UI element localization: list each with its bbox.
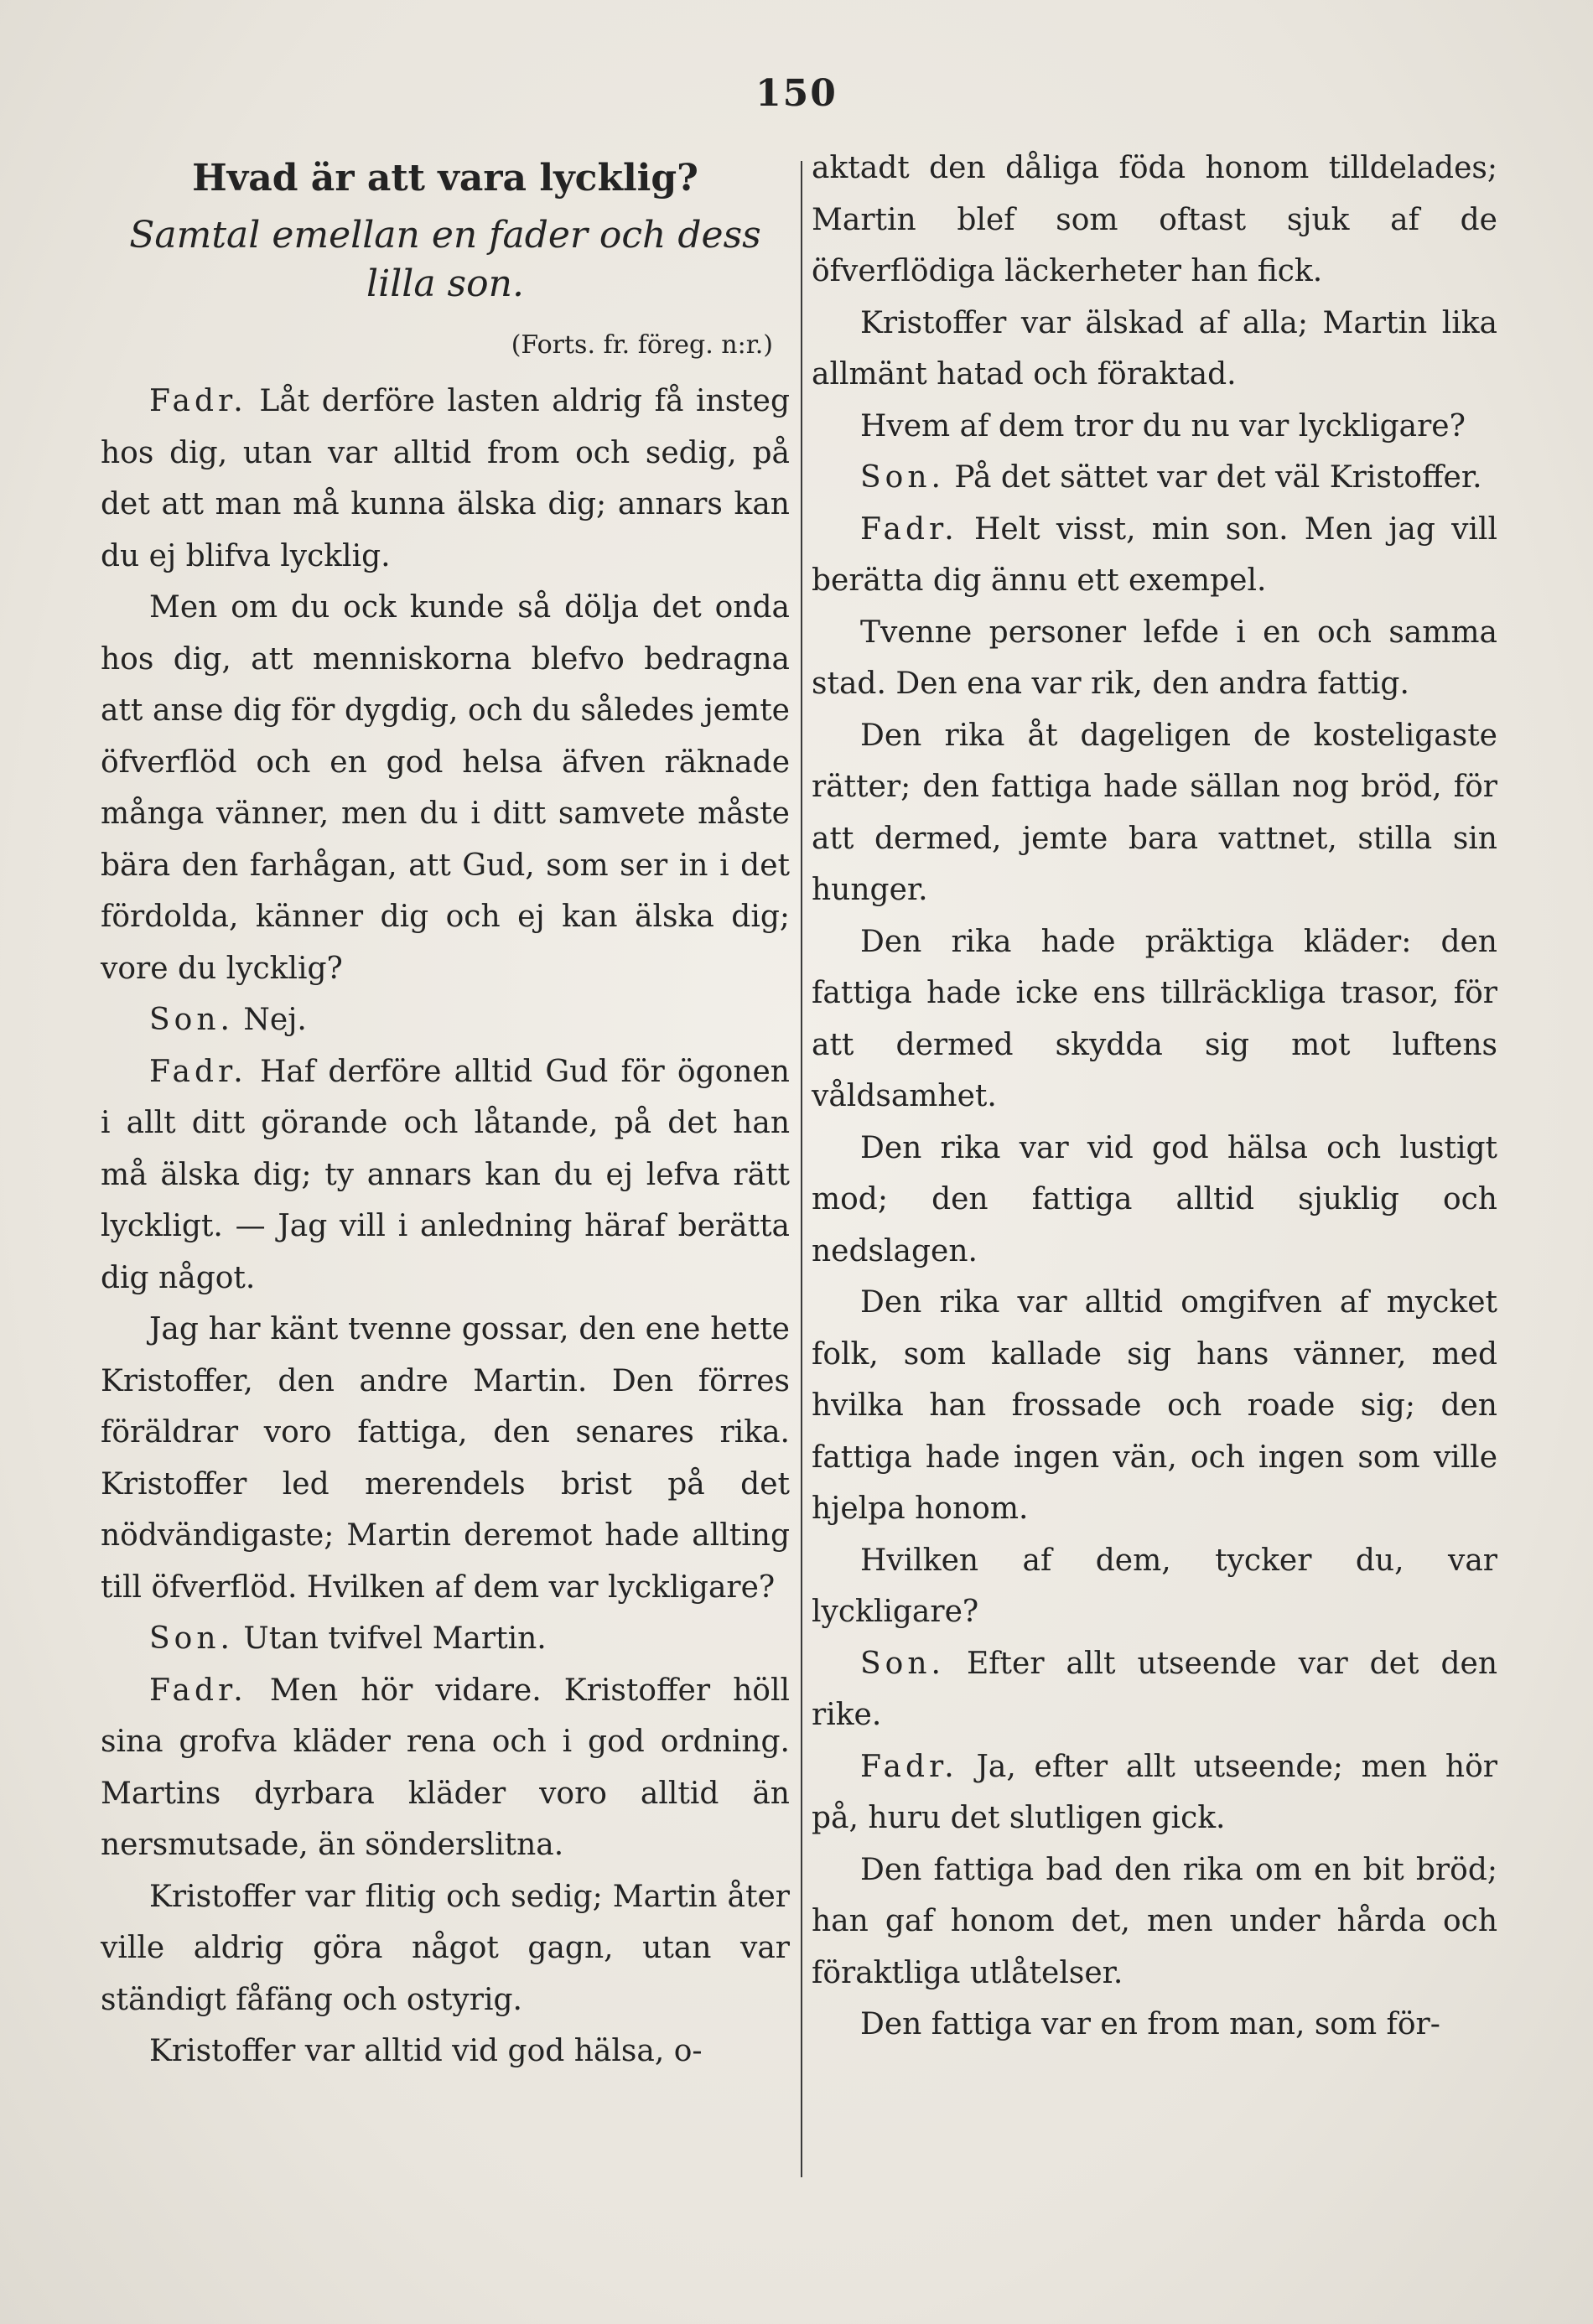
paragraph-text: Men om du ock kunde så dölja det onda hos dig, att menniskorna blefvo bedragna att anse dig för dygdig, och du således jemte öfverflöd och en god helsa äfven räknade många vänner, men du i ditt samvete måste bära den farhågan, att Gud, som ser in i det fördolda, känner dig och ej kan älska dig; vore du lycklig?	[101, 590, 790, 986]
paragraph	[812, 1277, 1497, 1535]
paragraph	[101, 1046, 790, 1305]
paragraph	[101, 1871, 790, 2026]
paragraph	[101, 1304, 790, 1613]
paragraph-text: Utan tvifvel Martin.	[243, 1621, 547, 1656]
paragraph	[812, 1123, 1497, 1278]
paragraph	[101, 1665, 790, 1871]
paragraph	[812, 401, 1497, 453]
paragraph-text: Den rika åt dageligen de kosteligaste rätter; den fattiga hade sällan nog bröd, för att dermed, jemte bara vattnet, stilla sin hunger.	[812, 718, 1497, 907]
article-subtitle: Samtal emellan en fader och dess lilla son.	[129, 214, 761, 305]
paragraph	[812, 1535, 1497, 1638]
paragraph-text: Tvenne personer lefde i en och samma stad. Den ena var rik, den andra fattig.	[812, 615, 1497, 701]
paragraph-text: Kristoffer var alltid vid god hälsa, o-	[149, 2034, 703, 2068]
left-column	[101, 143, 790, 2078]
paragraph	[101, 1613, 790, 1665]
paragraph-text: Nej.	[243, 1003, 307, 1037]
speaker-label: Son.	[149, 1621, 234, 1656]
paragraph	[101, 582, 790, 994]
paragraph	[812, 1999, 1497, 2051]
paragraph	[812, 143, 1497, 298]
page-number: 150	[755, 72, 838, 115]
speaker-label: Fadr.	[149, 1673, 247, 1708]
speaker-label: Son.	[860, 1646, 945, 1681]
paragraph-text: Hvilken af dem, tycker du, var lyckligare?	[812, 1543, 1497, 1629]
continuation-note: (Forts. fr. föreg. n:r.)	[511, 330, 773, 360]
paragraph-text: Den fattiga bad den rika om en bit bröd; han gaf honom det, men under hårda och föraktliga utlåtelser.	[812, 1852, 1497, 1990]
paragraph	[812, 504, 1497, 607]
paragraph-text: Helt visst, min son. Men jag vill berätta dig ännu ett exempel.	[812, 511, 1497, 598]
paragraph-text: Haf derföre alltid Gud för ögonen i allt ditt görande och låtande, på det han må älska dig; ty annars kan du ej lefva rätt lyckligt. — Jag vill i anledning häraf berätta dig något.	[101, 1054, 790, 1295]
paragraph-text: Den fattiga var en from man, som för-	[860, 2007, 1440, 2041]
paragraph-text: Kristoffer var flitig och sedig; Martin åter ville aldrig göra något gagn, utan var ständigt fåfäng och ostyrig.	[101, 1879, 790, 2017]
paragraph-text: På det sättet var det väl Kristoffer.	[954, 460, 1482, 495]
paragraph-text: Den rika var alltid omgifven af mycket folk, som kallade sig hans vänner, med hvilka han frossade och roade sig; den fattiga hade ingen vän, och ingen som ville hjelpa honom.	[812, 1285, 1497, 1526]
paragraph	[812, 452, 1497, 504]
speaker-label: Fadr.	[860, 1749, 958, 1784]
paragraph	[812, 298, 1497, 401]
speaker-label: Son.	[860, 460, 945, 495]
paragraph-text: Den rika var vid god hälsa och lustigt mod; den fattiga alltid sjuklig och nedslagen.	[812, 1130, 1497, 1268]
speaker-label: Fadr.	[149, 384, 247, 418]
paragraph	[812, 710, 1497, 916]
paragraph-text: Kristoffer var älskad af alla; Martin lika allmänt hatad och föraktad.	[812, 305, 1497, 392]
paragraph	[812, 1638, 1497, 1741]
paragraph-text: Efter allt utseende var det den rike.	[812, 1646, 1497, 1732]
paragraph	[101, 376, 790, 582]
column-divider	[801, 161, 802, 2177]
paragraph-text: Hvem af dem tror du nu var lyckligare?	[860, 408, 1466, 444]
paragraph-text: Den rika hade präktiga kläder: den fattiga hade icke ens tillräckliga trasor, för att dermed skydda sig mot luftens våldsamhet.	[812, 924, 1497, 1113]
paragraph-text: Men hör vidare. Kristoffer höll sina grofva kläder rena och i god ordning. Martins dyrbara kläder voro alltid än nersmutsade, än sönderslitna.	[101, 1673, 790, 1862]
paragraph-text: Jag har känt tvenne gossar, den ene hette Kristoffer, den andre Martin. Den förres föräldrar voro fattiga, den senares rika. Kristoffer led merendels brist på det nödvändigaste; Martin deremot hade allting till öfverflöd. Hvilken af dem var lyckligare?	[101, 1312, 790, 1605]
paragraph	[812, 607, 1497, 710]
speaker-label: Fadr.	[860, 511, 958, 547]
paragraph-text: Låt derföre lasten aldrig få insteg hos dig, utan var alltid from och sedig, på det att man må kunna älska dig; annars kan du ej blifva lycklig.	[101, 384, 790, 573]
article-title: Hvad är att vara lycklig?	[192, 157, 698, 200]
paragraph	[101, 994, 790, 1046]
right-column	[812, 143, 1497, 2051]
paragraph	[812, 916, 1497, 1123]
speaker-label: Son.	[149, 1003, 234, 1037]
speaker-label: Fadr.	[149, 1054, 247, 1089]
paragraph	[101, 2026, 790, 2078]
paragraph	[812, 1741, 1497, 1844]
paragraph-text: Ja, efter allt utseende; men hör på, huru det slutligen gick.	[812, 1749, 1498, 1835]
paragraph-text: aktadt den dåliga föda honom tilldelades; Martin blef som oftast sjuk af de öfverflödiga läckerheter han fick.	[812, 151, 1497, 288]
paragraph	[812, 1844, 1497, 2000]
